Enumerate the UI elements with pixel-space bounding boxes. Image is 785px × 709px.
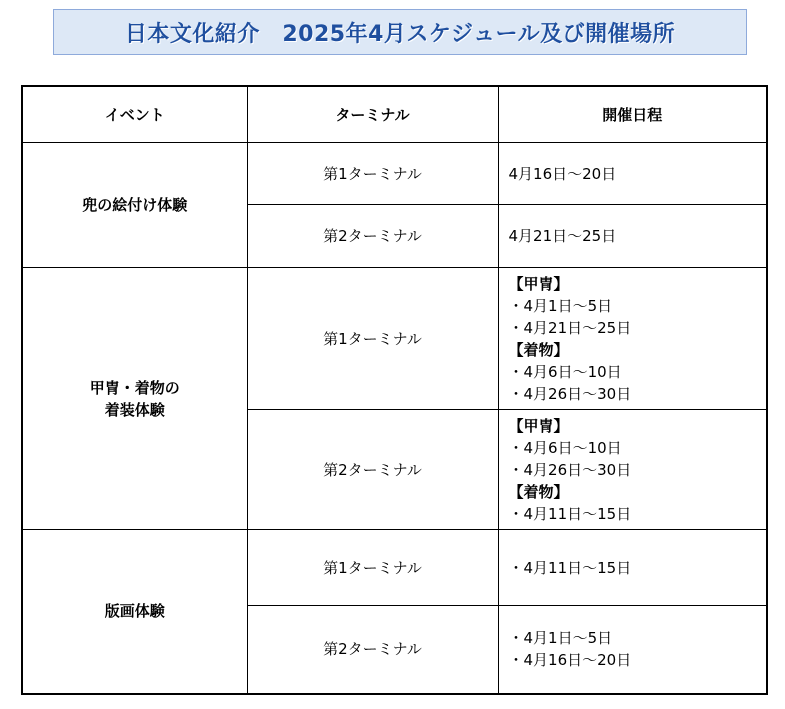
- header-event: イベント: [22, 86, 247, 143]
- dates-cell: [498, 143, 767, 205]
- page-title: 日本文化紹介 2025年4月スケジュール及び開催場所: [124, 21, 676, 47]
- event-name-cell: [22, 143, 247, 268]
- date-range: ・4月16日～20日: [508, 651, 632, 670]
- event-name-cell: [22, 530, 247, 694]
- date-range: ・4月26日～30日: [508, 384, 632, 403]
- category-label: 【甲冑】: [508, 274, 569, 293]
- dates-cell: [498, 205, 767, 268]
- date-range: ・4月21日～25日: [508, 318, 632, 337]
- terminal-cell: 第2ターミナル: [247, 205, 498, 268]
- date-range: ・4月26日～30日: [508, 460, 632, 479]
- schedule-body: [22, 143, 767, 694]
- header-row: [22, 86, 767, 143]
- title-banner: [53, 9, 747, 55]
- header-terminal: ターミナル: [247, 86, 498, 143]
- terminal-cell: 第2ターミナル: [247, 606, 498, 694]
- category-label: 【甲冑】: [508, 416, 569, 435]
- table-row: [22, 530, 767, 606]
- table-row: [22, 143, 767, 205]
- date-range: ・4月1日～5日: [508, 629, 613, 648]
- date-range: ・4月6日～10日: [508, 438, 622, 457]
- event-name-cell: [22, 268, 247, 530]
- event-name-line: 版画体験: [104, 602, 165, 621]
- terminal-cell: 第1ターミナル: [247, 268, 498, 410]
- event-name-line: 兜の絵付け体験: [82, 196, 188, 214]
- dates-cell: [498, 268, 767, 410]
- date-range: ・4月1日～5日: [508, 296, 613, 315]
- terminal-cell: 第1ターミナル: [247, 530, 498, 606]
- event-name-line: 着装体験: [104, 400, 165, 419]
- terminal-cell: 第1ターミナル: [247, 143, 498, 205]
- category-label: 【着物】: [508, 340, 569, 359]
- dates-cell: [498, 530, 767, 606]
- event-name-line: 甲冑・着物の: [89, 378, 180, 397]
- header-dates: 開催日程: [498, 86, 767, 143]
- date-range: 4月21日～25日: [508, 227, 617, 245]
- date-range: 4月16日～20日: [508, 164, 617, 183]
- category-label: 【着物】: [508, 482, 569, 501]
- dates-cell: [498, 410, 767, 530]
- date-range: ・4月11日～15日: [508, 558, 632, 577]
- terminal-cell: 第2ターミナル: [247, 410, 498, 530]
- dates-cell: [498, 606, 767, 694]
- schedule-table: [21, 85, 768, 695]
- table-row: [22, 268, 767, 410]
- date-range: ・4月6日～10日: [508, 362, 622, 381]
- date-range: ・4月11日～15日: [508, 504, 632, 523]
